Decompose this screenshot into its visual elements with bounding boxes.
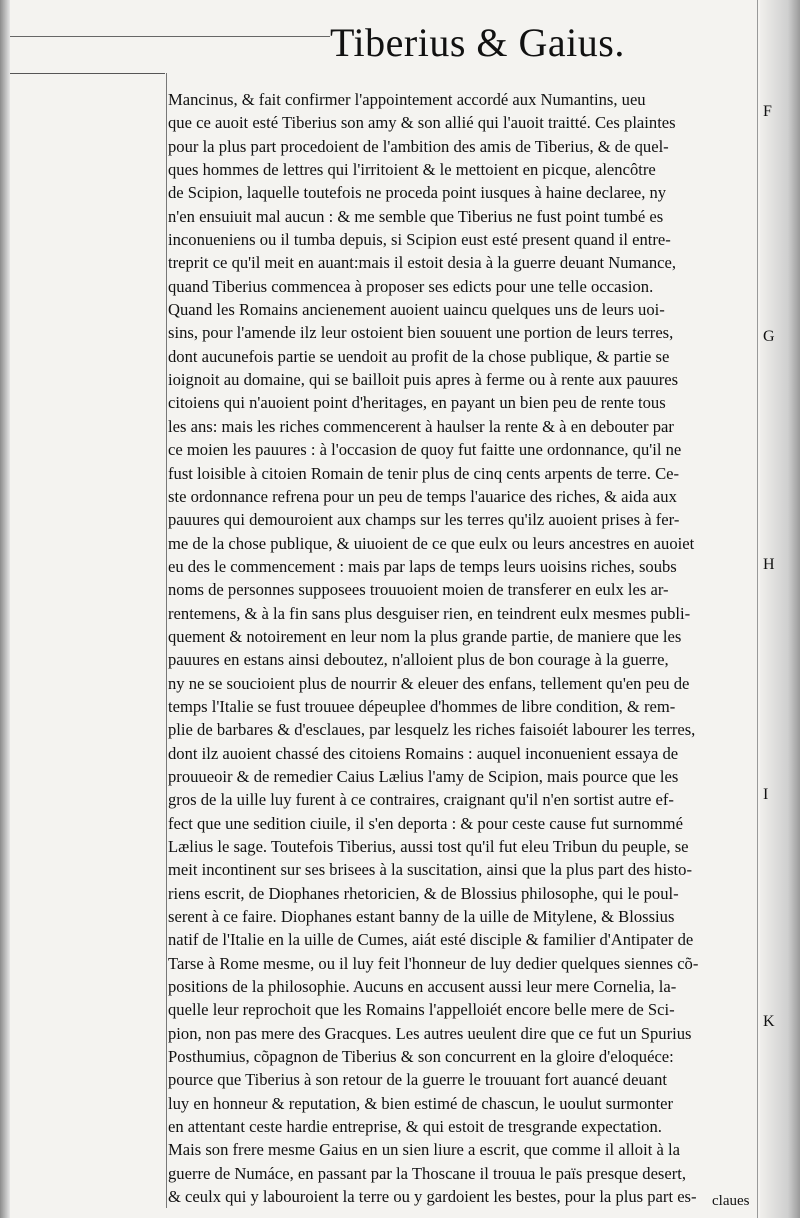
text-line: ques hommes de lettres qui l'irritoient & le mettoient en picque, alencôtre: [168, 160, 656, 180]
text-line: en attentant ceste hardie entreprise, & qui estoit de tresgrande expectation.: [168, 1117, 662, 1137]
text-line: guerre de Numáce, en passant par la Thoscane il trouua le païs presque desert,: [168, 1163, 687, 1183]
text-line: luy en honneur & reputation, & bien estimé de chascun, le uoulut surmonter: [168, 1093, 674, 1113]
text-line: meit incontinent sur ses brisees à la suscitation, ainsi que la plus part des histo-: [168, 860, 692, 880]
text-line: Mancinus, & fait confirmer l'appointement accordé aux Numantins, ueu: [168, 90, 646, 109]
text-line: serent à ce faire. Diophanes estant banny de la uille de Mitylene, & Blossius: [168, 907, 675, 927]
text-line: noms de personnes supposees trouuoient moien de transferer en eulx les ar-: [168, 580, 669, 600]
text-line: me de la chose publique, & uiuoient de ce que eulx ou leurs ancestres en auoiet: [168, 533, 695, 553]
margin-letter-g: G: [763, 328, 775, 345]
text-line: pion, non pas mere des Gracques. Les autres ueulent dire que ce fut un Spurius: [168, 1023, 692, 1043]
margin-letter-f: F: [763, 103, 772, 120]
text-line: pauures en estans ainsi deboutez, n'alloient plus de bon courage à la guerre,: [168, 650, 669, 670]
text-line: de Scipion, laquelle toutefois ne proceda point iusques à haine declaree, ny: [168, 183, 667, 203]
page-right-edge: [760, 0, 800, 1218]
text-line: citoiens qui n'auoient point d'heritages, en payant un bien peu de rente tous: [168, 393, 666, 413]
body-text: [168, 88, 760, 1209]
text-line: pource que Tiberius à son retour de la guerre le trouuant fort auancé deuant: [168, 1070, 668, 1090]
text-line: ioignoit au domaine, qui se bailloit puis apres à ferme ou à rente aux pauures: [168, 370, 679, 390]
text-line: dont ilz auoient chassé des citoiens Romains : auquel inconuenient essaya de: [168, 743, 679, 763]
text-line: fust loisible à citoien Romain de tenir plus de cinq cents arpents de terre. Ce-: [168, 463, 680, 483]
text-line: Lælius le sage. Toutefois Tiberius, aussi tost qu'il fut eleu Tribun du peuple, se: [168, 837, 689, 856]
text-line: gros de la uille luy furent à ce contraires, craignant qu'il n'en sortist autre ef-: [168, 790, 674, 810]
text-line: Posthumius, cõpagnon de Tiberius & son concurrent en la gloire d'eloquéce:: [168, 1047, 674, 1067]
text-line: Mais son frere mesme Gaius en un sien liure a escrit, que comme il alloit à la: [168, 1140, 680, 1160]
column-rule: [166, 73, 167, 1208]
text-line: quand Tiberius commencea à proposer ses edicts pour une telle occasion.: [168, 276, 654, 296]
text-line: plie de barbares & d'esclaues, par lesquelz les riches faisoiét labourer les terres,: [168, 720, 696, 740]
text-line: eu des le commencement : mais par laps de temps leurs uoisins riches, soubs: [168, 556, 677, 576]
text-line: pour la plus part procedoient de l'ambition des amis de Tiberius, & de quel-: [168, 136, 669, 156]
text-line: riens escrit, de Diophanes rhetoricien, & de Blossius philosophe, qui le poul-: [168, 883, 679, 903]
page-left-edge: [0, 0, 10, 1218]
text-line: sins, pour l'amende ilz leur ostoient bien souuent une portion de leurs terres,: [168, 323, 674, 343]
header-rule: [10, 36, 330, 37]
margin-letter-k: K: [763, 1013, 775, 1030]
text-line: ce moien les pauures : à l'occasion de quoy fut faitte une ordonnance, qu'il ne: [168, 440, 682, 460]
text-line: que ce auoit esté Tiberius son amy & son allié qui l'auoit traitté. Ces plaintes: [168, 113, 676, 133]
running-header: Tiberius & Gaius.: [330, 20, 625, 65]
text-line: & ceulx qui y labouroient la terre ou y gardoient les bestes, pour la plus part es-: [168, 1187, 697, 1207]
text-line: fect que une sedition ciuile, il s'en deporta : & pour ceste cause fut surnommé: [168, 813, 683, 833]
text-line: pauures qui demouroient aux champs sur les terres qu'ilz auoient prises à fer-: [168, 510, 680, 530]
text-line: dont aucunefois partie se uendoit au profit de la chose publique, & partie se: [168, 346, 670, 366]
text-line: quelle leur reprochoit que les Romains l'appelloiét encore belle mere de Sci-: [168, 1000, 675, 1020]
text-line: positions de la philosophie. Aucuns en accusent aussi leur mere Cornelia, la-: [168, 977, 677, 997]
text-line: prouueoir & de remedier Caius Lælius l'amy de Scipion, mais pource que les: [168, 766, 679, 786]
text-line: ny ne se soucioient plus de nourrir & eleuer des enfans, tellement qu'en peu de: [168, 673, 690, 693]
catchword: claues: [712, 1193, 750, 1209]
text-line: les ans: mais les riches commencerent à haulser la rente & à en debouter par: [168, 416, 674, 436]
margin-rule: [10, 73, 165, 74]
text-line: Quand les Romains ancienement auoient uaincu quelques uns de leurs uoi-: [168, 300, 665, 320]
text-line: Tarse à Rome mesme, ou il luy feit l'honneur de luy dedier quelques siennes cõ-: [168, 953, 699, 973]
text-line: n'en ensuiuit mal aucun : & me semble que Tiberius ne fust point tumbé es: [168, 206, 664, 226]
margin-letter-h: H: [763, 556, 775, 573]
text-line: quement & notoirement en leur nom la plus grande partie, de maniere que les: [168, 626, 682, 646]
text-line: natif de l'Italie en la uille de Cumes, aiát esté disciple & familier d'Antipater de: [168, 930, 694, 950]
text-line: rentemens, & à la fin sans plus desguiser rien, en teindrent eulx mesmes publi-: [168, 603, 691, 623]
margin-letter-i: I: [763, 786, 769, 803]
text-line: inconueniens ou il tumba depuis, si Scipion eust esté present quand il entre-: [168, 230, 671, 250]
text-line: temps l'Italie se fust trouuee dépeuplee d'hommes de libre condition, & rem-: [168, 696, 676, 716]
text-line: ste ordonnance refrena pour un peu de temps l'auarice des riches, & aida aux: [168, 486, 677, 506]
text-line: treprit ce qu'il meit en auant:mais il estoit desia à la guerre deuant Numance,: [168, 253, 676, 273]
